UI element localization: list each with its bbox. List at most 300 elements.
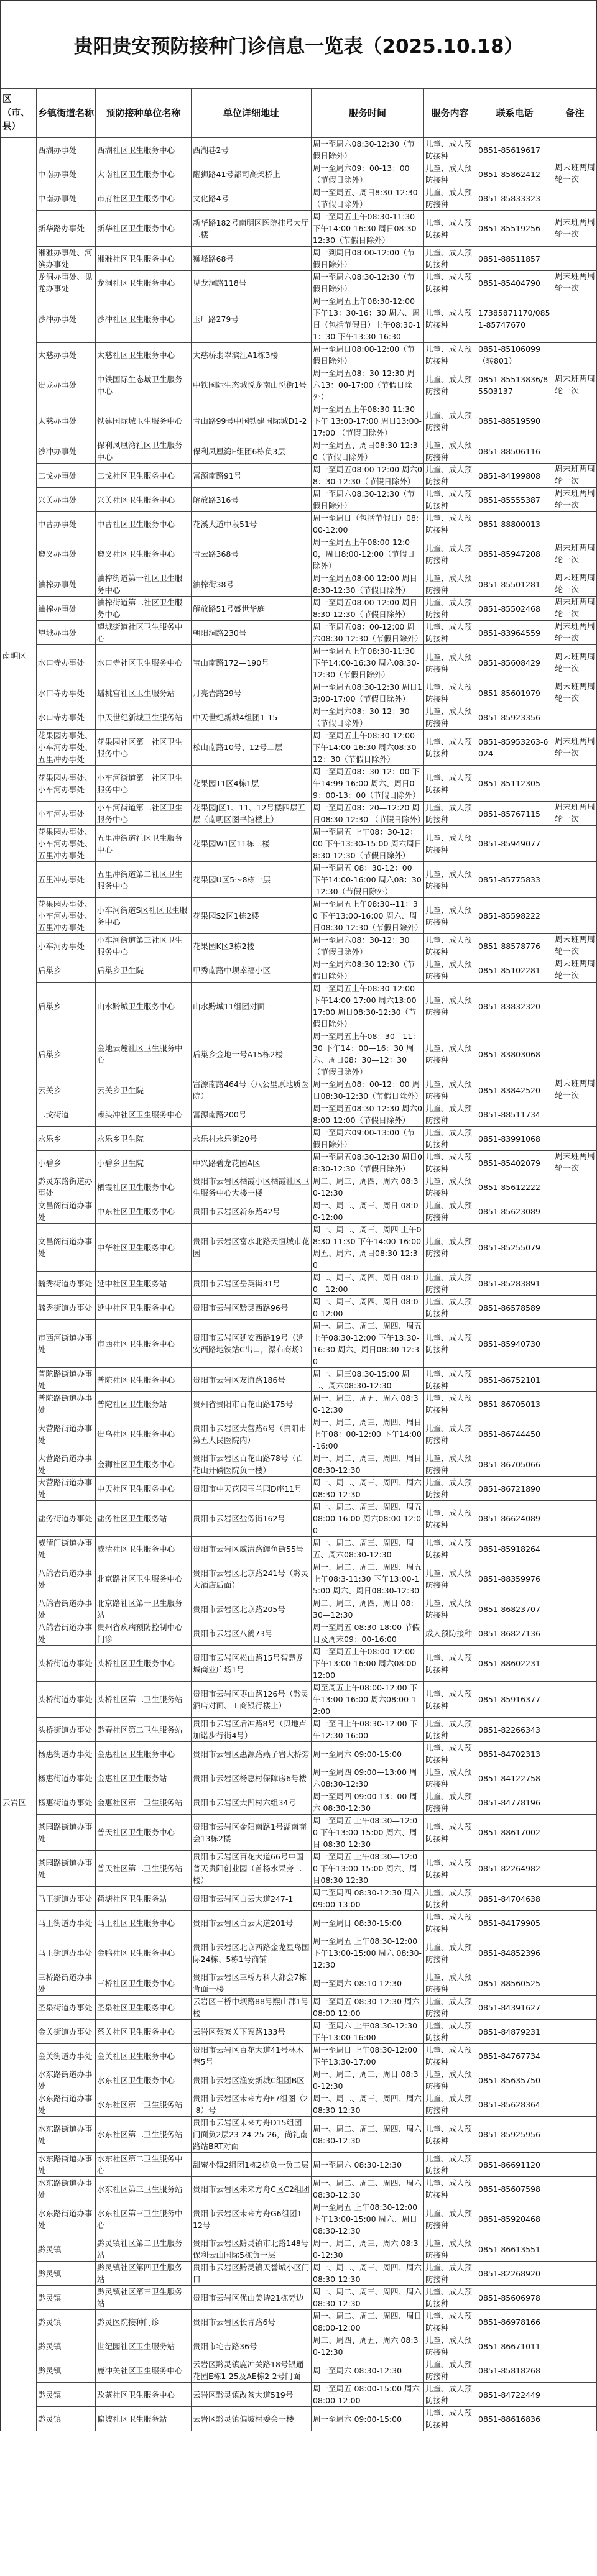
service-hours-cell: 周一至周五 上午08:30—12:00 下午13:00-15:00 周六、周日08:30-12:30	[312, 1851, 424, 1887]
street-cell: 圣泉街道办事处	[37, 1996, 96, 2020]
phone-cell: 0851-88602231	[476, 1646, 553, 1682]
street-cell: 永乐乡	[37, 1127, 96, 1151]
unit-name-cell: 普陀社区卫生服务中心	[96, 1368, 192, 1392]
address-cell: 花果园J区1、11、12号楼四层五层（南明区图书馆楼上）	[192, 802, 312, 826]
service-hours-cell: 周一至周日 上午08:30-12:00 下午13:30-17:00	[312, 2044, 424, 2068]
street-cell: 黔灵镇	[37, 2237, 96, 2262]
street-cell: 中曹办事处	[37, 512, 96, 536]
service-hours-cell: 周一、周二、周三、周日 08:00-12:00	[312, 1199, 424, 1224]
service-content-cell: 儿童、成人预防接种	[424, 681, 476, 705]
street-cell: 太慈办事处	[37, 343, 96, 367]
service-content-cell: 儿童、成人预防接种	[424, 572, 476, 597]
phone-cell: 0851-85918264	[476, 1537, 553, 1561]
note-cell: 周末班两周轮一次	[553, 730, 597, 766]
service-hours-cell: 周一至周六08：30-12：30（节假日除外）	[312, 705, 424, 730]
service-content-cell: 儿童、成人预防接种	[424, 138, 476, 162]
phone-cell: 0851-85607598	[476, 2177, 553, 2201]
note-cell	[553, 1561, 597, 1597]
note-cell: 周末班两周轮一次	[553, 621, 597, 645]
table-row	[1, 1766, 597, 1790]
note-cell	[553, 1127, 597, 1151]
service-hours-cell: 周一、周二、周三、周四、周六08:30-12:30	[312, 2177, 424, 2201]
phone-cell: 0851-86752101	[476, 1368, 553, 1392]
table-row	[1, 958, 597, 983]
address-cell: 贵阳市云岩区百花大道66号中国普天贵阳创业园（首杨水果旁二楼）	[192, 1851, 312, 1887]
table-row	[1, 826, 597, 862]
unit-name-cell: 太慈社区卫生服务中心	[96, 343, 192, 367]
unit-name-cell: 云关乡卫生院	[96, 1078, 192, 1102]
address-cell: 花果园T1区4栋1层	[192, 766, 312, 802]
address-cell: 贵阳市云岩区北京西路金龙星岛国际24栋、5栋1号商铺	[192, 1935, 312, 1971]
unit-name-cell: 金鸭社区卫生服务中心	[96, 1935, 192, 1971]
service-content-cell: 儿童、成人预防接种	[424, 730, 476, 766]
table-row	[1, 439, 597, 464]
unit-name-cell: 黔春社区第二卫生服务站	[96, 1718, 192, 1742]
street-cell: 油榨办事处	[37, 572, 96, 597]
street-cell: 云关乡	[37, 1078, 96, 1102]
note-cell	[553, 766, 597, 802]
note-cell	[553, 2358, 597, 2383]
table-row	[1, 1368, 597, 1392]
service-content-cell: 儿童、成人预防接种	[424, 1175, 476, 1199]
service-content-cell: 儿童、成人预防接种	[424, 295, 476, 343]
service-content-cell: 儿童、成人预防接种	[424, 512, 476, 536]
service-content-cell: 儿童、成人预防接种	[424, 464, 476, 488]
unit-name-cell: 偏坡社区卫生服务站	[96, 2407, 192, 2431]
table-row	[1, 536, 597, 572]
service-content-cell: 成人预防接种	[424, 1621, 476, 1646]
note-cell	[553, 2044, 597, 2068]
note-cell	[553, 512, 597, 536]
unit-name-cell: 威清社区卫生服务中心	[96, 1537, 192, 1561]
phone-cell: 0851-86691120	[476, 2153, 553, 2177]
address-cell: 富源南路91号	[192, 464, 312, 488]
table-row	[1, 1887, 597, 1911]
street-cell: 大营路街道办事处	[37, 1452, 96, 1477]
service-hours-cell: 周一至周日08:00-12:00（节假日除外）	[312, 343, 424, 367]
service-content-cell: 儿童、成人预防接种	[424, 343, 476, 367]
address-cell: 松山南路10号、12号二层	[192, 730, 312, 766]
street-cell: 八鸽岩街道办事处	[37, 1597, 96, 1621]
address-cell: 贵阳市云岩区未来方舟F7组图（2-8）号	[192, 2092, 312, 2117]
street-cell: 八鸽岩街道办事处	[37, 1621, 96, 1646]
street-cell: 太慈办事处	[37, 403, 96, 439]
note-cell: 周末班两周轮一次	[553, 536, 597, 572]
phone-cell: 0851-84879231	[476, 2020, 553, 2044]
table-row	[1, 983, 597, 1030]
street-cell: 盐务街道办事处	[37, 1501, 96, 1537]
address-cell: 贵阳市云岩区大凹村六组34号	[192, 1790, 312, 1815]
note-cell	[553, 2310, 597, 2334]
note-cell	[553, 2068, 597, 2092]
unit-name-cell: 水东社区第三卫生服务中心	[96, 2201, 192, 2237]
service-content-cell: 儿童、成人预防接种	[424, 1296, 476, 1320]
street-cell: 马王街道办事处	[37, 1935, 96, 1971]
note-cell	[553, 862, 597, 898]
service-content-cell: 儿童、成人预防接种	[424, 1742, 476, 1766]
service-content-cell: 儿童、成人预防接种	[424, 1996, 476, 2020]
note-cell	[553, 1851, 597, 1887]
note-cell: 周末班两周轮一次	[553, 367, 597, 403]
phone-cell: 0851-82266343	[476, 1718, 553, 1742]
unit-name-cell: 新华社区卫生服务中心	[96, 211, 192, 247]
service-content-cell: 儿童、成人预防接种	[424, 1597, 476, 1621]
unit-name-cell: 中铁国际生态城卫生服务中心	[96, 367, 192, 403]
address-cell: 贵阳市云岩区富水北路天恒城市花园	[192, 1224, 312, 1272]
note-cell: 周末班两周轮一次	[553, 1151, 597, 1175]
note-cell	[553, 1790, 597, 1815]
service-content-cell: 儿童、成人预防接种	[424, 2020, 476, 2044]
service-hours-cell: 周一至周五 08:30-18:00 节假日及周末09：00-16:00	[312, 1621, 424, 1646]
address-cell: 富源南路200号	[192, 1102, 312, 1127]
service-hours-cell: 周一至周五08:30-12:30 周日13;00-17:00（节假日除外）	[312, 681, 424, 705]
service-content-cell: 儿童、成人预防接种	[424, 802, 476, 826]
phone-cell: 0851-86624089	[476, 1501, 553, 1537]
service-content-cell: 儿童、成人预防接种	[424, 536, 476, 572]
note-cell	[553, 1368, 597, 1392]
service-hours-cell: 周一至周日（包括节假日）08:00-12:00	[312, 512, 424, 536]
note-cell: 周末班两周轮一次	[553, 572, 597, 597]
service-content-cell: 儿童、成人预防接种	[424, 1030, 476, 1078]
street-cell: 水口寺办事处	[37, 705, 96, 730]
service-content-cell: 儿童、成人预防接种	[424, 403, 476, 439]
unit-name-cell: 望城街道社区卫生服务中心	[96, 621, 192, 645]
note-cell	[553, 1887, 597, 1911]
service-hours-cell: 周二、周三、周四、周日 08:00—12:00	[312, 1272, 424, 1296]
table-row	[1, 343, 597, 367]
phone-cell: 0851-85767115	[476, 802, 553, 826]
service-hours-cell: 周一、周二、周三、周四、周五08:00-16:00 周六08:00-12:00	[312, 1501, 424, 1537]
address-cell: 贵阳市云岩区优山美诗21栋旁边	[192, 2286, 312, 2310]
service-hours-cell: 周三、周四、周五、周六 08:30-12:30	[312, 2334, 424, 2358]
service-hours-cell: 周一至周六 08:30-12:30	[312, 2153, 424, 2177]
street-cell: 水口寺办事处	[37, 681, 96, 705]
address-cell: 贵阳市云岩区枣山路126号（黔灵酒店对面、工商银行楼上）	[192, 1682, 312, 1718]
street-cell: 八鸽岩街道办事处	[37, 1561, 96, 1597]
phone-cell: 0851-88506116	[476, 439, 553, 464]
table-row	[1, 1078, 597, 1102]
phone-cell: 0851-84199808	[476, 464, 553, 488]
unit-name-cell: 鹿冲关社区卫生服务中心	[96, 2358, 192, 2383]
service-content-cell: 儿童、成人预防接种	[424, 1477, 476, 1501]
address-cell: 解放路51号盛世华庭	[192, 597, 312, 621]
service-hours-cell: 周一至日上午08:30-12:00 下午12:30-16:00	[312, 1718, 424, 1742]
street-cell: 黔灵镇	[37, 2310, 96, 2334]
note-cell	[553, 295, 597, 343]
address-cell: 宝山南路172—190号	[192, 645, 312, 681]
service-content-cell: 儿童、成人预防接种	[424, 898, 476, 934]
phone-cell: 0851-86613551	[476, 2237, 553, 2262]
service-hours-cell: 周一、周二、周三、周四、周六 08:30-12:30	[312, 2262, 424, 2286]
phone-cell: 0851-85255079	[476, 1224, 553, 1272]
phone-cell: 0851-83832320	[476, 983, 553, 1030]
service-hours-cell: 周一至周五上午08:30-12:00 下午14:00-17:00 周六13:00-17:00 周日08:30-12:30（节假日除外）	[312, 983, 424, 1030]
unit-name-cell: 小车河街道第二社区卫生服务中心	[96, 802, 192, 826]
address-cell: 新华路182号南明区医院挂号大厅二楼	[192, 211, 312, 247]
address-cell: 中铁国际生态城悦龙南山悦街1号	[192, 367, 312, 403]
note-cell	[553, 1501, 597, 1537]
address-cell: 贵阳市云岩区未来方舟C区C2组团	[192, 2177, 312, 2201]
service-content-cell: 儿童、成人预防接种	[424, 271, 476, 295]
phone-cell: 0851-85606978	[476, 2286, 553, 2310]
street-cell: 大营路街道办事处	[37, 1416, 96, 1452]
service-hours-cell: 周一、周二、周三、周日 08:30-12:30	[312, 2068, 424, 2092]
service-hours-cell: 周一至周四 09:00-13：00 周六 08:30-12:30	[312, 1790, 424, 1815]
unit-name-cell: 保利凤凰湾社区卫生服务中心	[96, 439, 192, 464]
street-cell: 水东路街道办事处	[37, 2068, 96, 2092]
street-cell: 普陀路街道办事处	[37, 1368, 96, 1392]
table-row	[1, 1911, 597, 1935]
service-content-cell: 儿童、成人预防接种	[424, 162, 476, 186]
address-cell: 云岩区黔灵镇鹿冲关路18号银通花园E栋1-25及AE栋2-2号门面	[192, 2358, 312, 2383]
note-cell	[553, 1766, 597, 1790]
note-cell: 周末班两周轮一次	[553, 645, 597, 681]
table-row	[1, 2044, 597, 2068]
table-row	[1, 681, 597, 705]
unit-name-cell: 头桥社区第二卫生服务站	[96, 1682, 192, 1718]
table-row	[1, 1742, 597, 1766]
note-cell	[553, 1272, 597, 1296]
note-cell	[553, 1597, 597, 1621]
service-content-cell: 儿童、成人预防接种	[424, 2262, 476, 2286]
street-cell: 市西河街道办事处	[37, 1320, 96, 1368]
service-hours-cell: 周一、周二、周三、周四、周五 上午08:3-11:30 下午13:00-15:00 周六、周日08:30-12:30	[312, 1561, 424, 1597]
address-cell: 富源南路464号（八公里原地质医院）	[192, 1078, 312, 1102]
service-hours-cell: 周一至周六 08:10-12:30	[312, 1971, 424, 1996]
table-row	[1, 2286, 597, 2310]
address-cell: 贵阳市云岩区栖霞小区栖霞社区卫生服务中心大楼一楼	[192, 1175, 312, 1199]
street-cell: 茶园路街道办事处	[37, 1851, 96, 1887]
street-cell: 大营路街道办事处	[37, 1477, 96, 1501]
address-cell: 永乐村永乐街20号	[192, 1127, 312, 1151]
address-cell: 贵阳市宅吉路36号	[192, 2334, 312, 2358]
note-cell	[553, 2286, 597, 2310]
street-cell: 杨惠街道办事处	[37, 1766, 96, 1790]
note-cell: 周末班两周轮一次	[553, 597, 597, 621]
table-row	[1, 512, 597, 536]
street-cell: 水东路街道办事处	[37, 2092, 96, 2117]
service-hours-cell: 周一、周三、周五、周六 08:30-12:30	[312, 1392, 424, 1416]
note-cell	[553, 1537, 597, 1561]
note-cell	[553, 1621, 597, 1646]
street-cell: 头桥街道办事处	[37, 1646, 96, 1682]
note-cell	[553, 1320, 597, 1368]
table-row	[1, 2310, 597, 2334]
service-content-cell: 儿童、成人预防接种	[424, 705, 476, 730]
service-hours-cell: 周一至周六08:30-12:30（节假日除外）	[312, 488, 424, 512]
street-cell: 文昌阁街道办事处	[37, 1224, 96, 1272]
note-cell	[553, 1646, 597, 1682]
service-hours-cell: 周一至周五 08：30-12：00 下午14:00-16:00 周六08：30-12:30（节假日除外）	[312, 862, 424, 898]
service-content-cell: 儿童、成人预防接种	[424, 2383, 476, 2407]
phone-cell: 0851-85112305	[476, 766, 553, 802]
address-cell: 云岩区蔡家关下寨路133号	[192, 2020, 312, 2044]
address-cell: 花果园W1区11栋二楼	[192, 826, 312, 862]
service-hours-cell: 周一至周五08：00-12：00 周日08:30-12:30（节假日除外）	[312, 1078, 424, 1102]
service-hours-cell: 周一至周六09：00-13：00（节假日除外）	[312, 162, 424, 186]
note-cell: 周末班两周轮一次	[553, 681, 597, 705]
table-row	[1, 403, 597, 439]
street-cell: 文昌阁街道办事处	[37, 1199, 96, 1224]
service-content-cell: 儿童、成人预防接种	[424, 983, 476, 1030]
phone-cell: 0851-85949077	[476, 826, 553, 862]
street-cell: 二戈街道	[37, 1102, 96, 1127]
service-content-cell: 儿童、成人预防接种	[424, 247, 476, 271]
table-row	[1, 1790, 597, 1815]
service-content-cell: 儿童、成人预防接种	[424, 1368, 476, 1392]
note-cell	[553, 2153, 597, 2177]
service-hours-cell: 周一到周日08:00-12:00（节假日除外）	[312, 247, 424, 271]
street-cell: 兴关办事处	[37, 488, 96, 512]
phone-cell: 0851-85608429	[476, 645, 553, 681]
service-content-cell: 儿童、成人预防接种	[424, 1682, 476, 1718]
phone-cell: 0851-88359976	[476, 1561, 553, 1597]
phone-cell: 0851-86705066	[476, 1452, 553, 1477]
address-cell: 油榨街38号	[192, 572, 312, 597]
phone-cell: 0851-85833323	[476, 186, 553, 211]
address-cell: 贵阳市云岩区黔灵镇天誉城小区门口	[192, 2262, 312, 2286]
table-row	[1, 1320, 597, 1368]
phone-cell: 0851-84704638	[476, 1887, 553, 1911]
unit-name-cell: 赖头冲社区卫生服务中心	[96, 1102, 192, 1127]
street-cell: 沙冲办事处	[37, 439, 96, 464]
phone-cell: 0851-85953263-6024	[476, 730, 553, 766]
phone-cell: 0851-88560525	[476, 1971, 553, 1996]
table-row	[1, 597, 597, 621]
unit-name-cell: 金惠社区卫生服务中心	[96, 1742, 192, 1766]
address-cell: 贵阳市云岩区百花山路78号（百花山开磷医院负一楼）	[192, 1452, 312, 1477]
unit-name-cell: 兴关社区卫生服务中心	[96, 488, 192, 512]
street-cell: 黔灵镇	[37, 2383, 96, 2407]
service-hours-cell: 周一至周四 09:00—13:00 周六08:30-12:30	[312, 1766, 424, 1790]
address-cell: 朝阳洞路230号	[192, 621, 312, 645]
street-cell: 水口寺办事处	[37, 645, 96, 681]
service-hours-cell: 周一、周三08:30-15:00 周二、周六08:30-12:30	[312, 1368, 424, 1392]
street-cell: 后巢乡	[37, 958, 96, 983]
table-row	[1, 645, 597, 681]
note-cell: 周末班两周轮一次	[553, 488, 597, 512]
service-content-cell: 儿童、成人预防接种	[424, 1127, 476, 1151]
service-hours-cell: 周一至周五、周日8:30-12:30（节假日除外）	[312, 186, 424, 211]
phone-cell: 0851-86823707	[476, 1597, 553, 1621]
phone-cell: 0851-85402079	[476, 1151, 553, 1175]
address-cell: 贵阳市云岩区未来方舟D15组团门面负2层23-24-25-26，尚礼南路站BRT对面	[192, 2117, 312, 2153]
note-cell: 周末班两周轮一次	[553, 211, 597, 247]
unit-name-cell: 永乐乡卫生院	[96, 1127, 192, 1151]
street-cell: 中南办事处	[37, 162, 96, 186]
table-row	[1, 2407, 597, 2431]
service-content-cell: 儿童、成人预防接种	[424, 2237, 476, 2262]
note-cell	[553, 1416, 597, 1452]
phone-cell: 0851-88578776	[476, 934, 553, 958]
unit-name-cell: 沙冲社区卫生服务中心	[96, 295, 192, 343]
street-cell: 黔灵东路街道办事处	[37, 1175, 96, 1199]
service-content-cell: 儿童、成人预防接种	[424, 367, 476, 403]
table-row	[1, 1621, 597, 1646]
street-cell: 遵义办事处	[37, 536, 96, 572]
address-cell: 贵阳市云岩区友谊路186号	[192, 1368, 312, 1392]
service-content-cell: 儿童、成人预防接种	[424, 1718, 476, 1742]
note-cell	[553, 983, 597, 1030]
service-hours-cell: 周一、周二、周三、周四、周五、周六08:30-12:30	[312, 1537, 424, 1561]
service-hours-cell: 周一至周五上午08:30-11:30 下午14:00-16:30 周六08:30-12:30（节假日除外）	[312, 645, 424, 681]
street-cell: 三桥路街道办事处	[37, 1971, 96, 1996]
service-content-cell: 儿童、成人预防接种	[424, 1790, 476, 1815]
street-cell: 头桥街道办事处	[37, 1682, 96, 1718]
unit-name-cell: 世纪园社区卫生服务站	[96, 2334, 192, 2358]
service-hours-cell: 周一至周五 08:30-12:30 周六 08:00-12:00	[312, 1996, 424, 2020]
address-cell: 贵阳市云岩区延安西路19号（延安西路地铁站C出口，瀑布商场）	[192, 1320, 312, 1368]
service-hours-cell: 周一、周二、周三、周四、周日 08:30-12:30	[312, 1452, 424, 1477]
phone-cell: 0851-86578589	[476, 1296, 553, 1320]
service-content-cell: 儿童、成人预防接种	[424, 2092, 476, 2117]
header-address: 单位详细地址	[192, 89, 312, 138]
table-row	[1, 1646, 597, 1682]
table-row	[1, 1452, 597, 1477]
service-hours-cell: 周一至周日 08:30-15:00	[312, 1911, 424, 1935]
service-content-cell: 儿童、成人预防接种	[424, 186, 476, 211]
unit-name-cell: 五里冲街道第二社区卫生服务中心	[96, 862, 192, 898]
address-cell: 玉厂路279号	[192, 295, 312, 343]
unit-name-cell: 小车河街道S区社区卫生服务中心	[96, 898, 192, 934]
service-hours-cell: 周一、周二、周三、周四、周六 08:30-12:30	[312, 2286, 424, 2310]
table-row	[1, 2020, 597, 2044]
service-hours-cell: 周一至周五 08:00-15:00 周六 08:00-12:00	[312, 2383, 424, 2407]
address-cell: 贵阳市云岩区金阳南路1号湖南商会13栋2楼	[192, 1815, 312, 1851]
table-row	[1, 1127, 597, 1151]
street-cell: 毓秀街道办事处	[37, 1272, 96, 1296]
clinic-table	[1, 88, 597, 2431]
address-cell: 解放路316号	[192, 488, 312, 512]
street-cell: 花果园办事处、小车河办事处、五里冲办事处	[37, 730, 96, 766]
unit-name-cell: 三桥社区卫生服务中心	[96, 1971, 192, 1996]
address-cell: 甲秀南路中坝幸福小区	[192, 958, 312, 983]
service-hours-cell: 周一至周五上午08:30-11:30 下午 13:00-17:00 周日13:00-17:00 （节假日除外）	[312, 403, 424, 439]
service-content-cell: 儿童、成人预防接种	[424, 1646, 476, 1682]
note-cell	[553, 1996, 597, 2020]
note-cell	[553, 138, 597, 162]
unit-name-cell: 贵州省疾病预防控制中心门诊	[96, 1621, 192, 1646]
phone-cell: 0851-84122758	[476, 1766, 553, 1790]
phone-cell: 0851-85916377	[476, 1682, 553, 1718]
unit-name-cell: 圣泉社区卫生服务中心	[96, 1996, 192, 2020]
address-cell: 花果园K区3栋2楼	[192, 934, 312, 958]
address-cell: 贵阳市云岩区新东路42号	[192, 1199, 312, 1224]
table-row	[1, 488, 597, 512]
service-hours-cell: 周一至周六08:30-12:30（节假日除外）	[312, 138, 424, 162]
address-cell: 贵阳市云岩区岳英街31号	[192, 1272, 312, 1296]
unit-name-cell: 市西社区卫生服务中心	[96, 1320, 192, 1368]
phone-cell: 0851-82264982	[476, 1851, 553, 1887]
phone-cell: 0851-86827136	[476, 1621, 553, 1646]
service-content-cell: 儿童、成人预防接种	[424, 1766, 476, 1790]
header-note: 备注	[553, 89, 597, 138]
table-row	[1, 1501, 597, 1537]
phone-cell: 0851-86705013	[476, 1392, 553, 1416]
header-service: 服务内容	[424, 89, 476, 138]
address-cell: 贵阳市云岩区盐务街162号	[192, 1501, 312, 1537]
note-cell	[553, 1175, 597, 1199]
service-hours-cell: 周一至周五08：00-12:00 周六08:30-12:30（节假日除外）	[312, 621, 424, 645]
phone-cell: 0851-85925956	[476, 2117, 553, 2153]
phone-cell: 0851-85947208	[476, 536, 553, 572]
header-street: 乡镇街道名称	[37, 89, 96, 138]
table-row	[1, 766, 597, 802]
phone-cell: 0851-85598222	[476, 898, 553, 934]
note-cell	[553, 2383, 597, 2407]
service-hours-cell: 周二、周三、周四、周六 08:30-12:30	[312, 1175, 424, 1199]
table-row	[1, 898, 597, 934]
